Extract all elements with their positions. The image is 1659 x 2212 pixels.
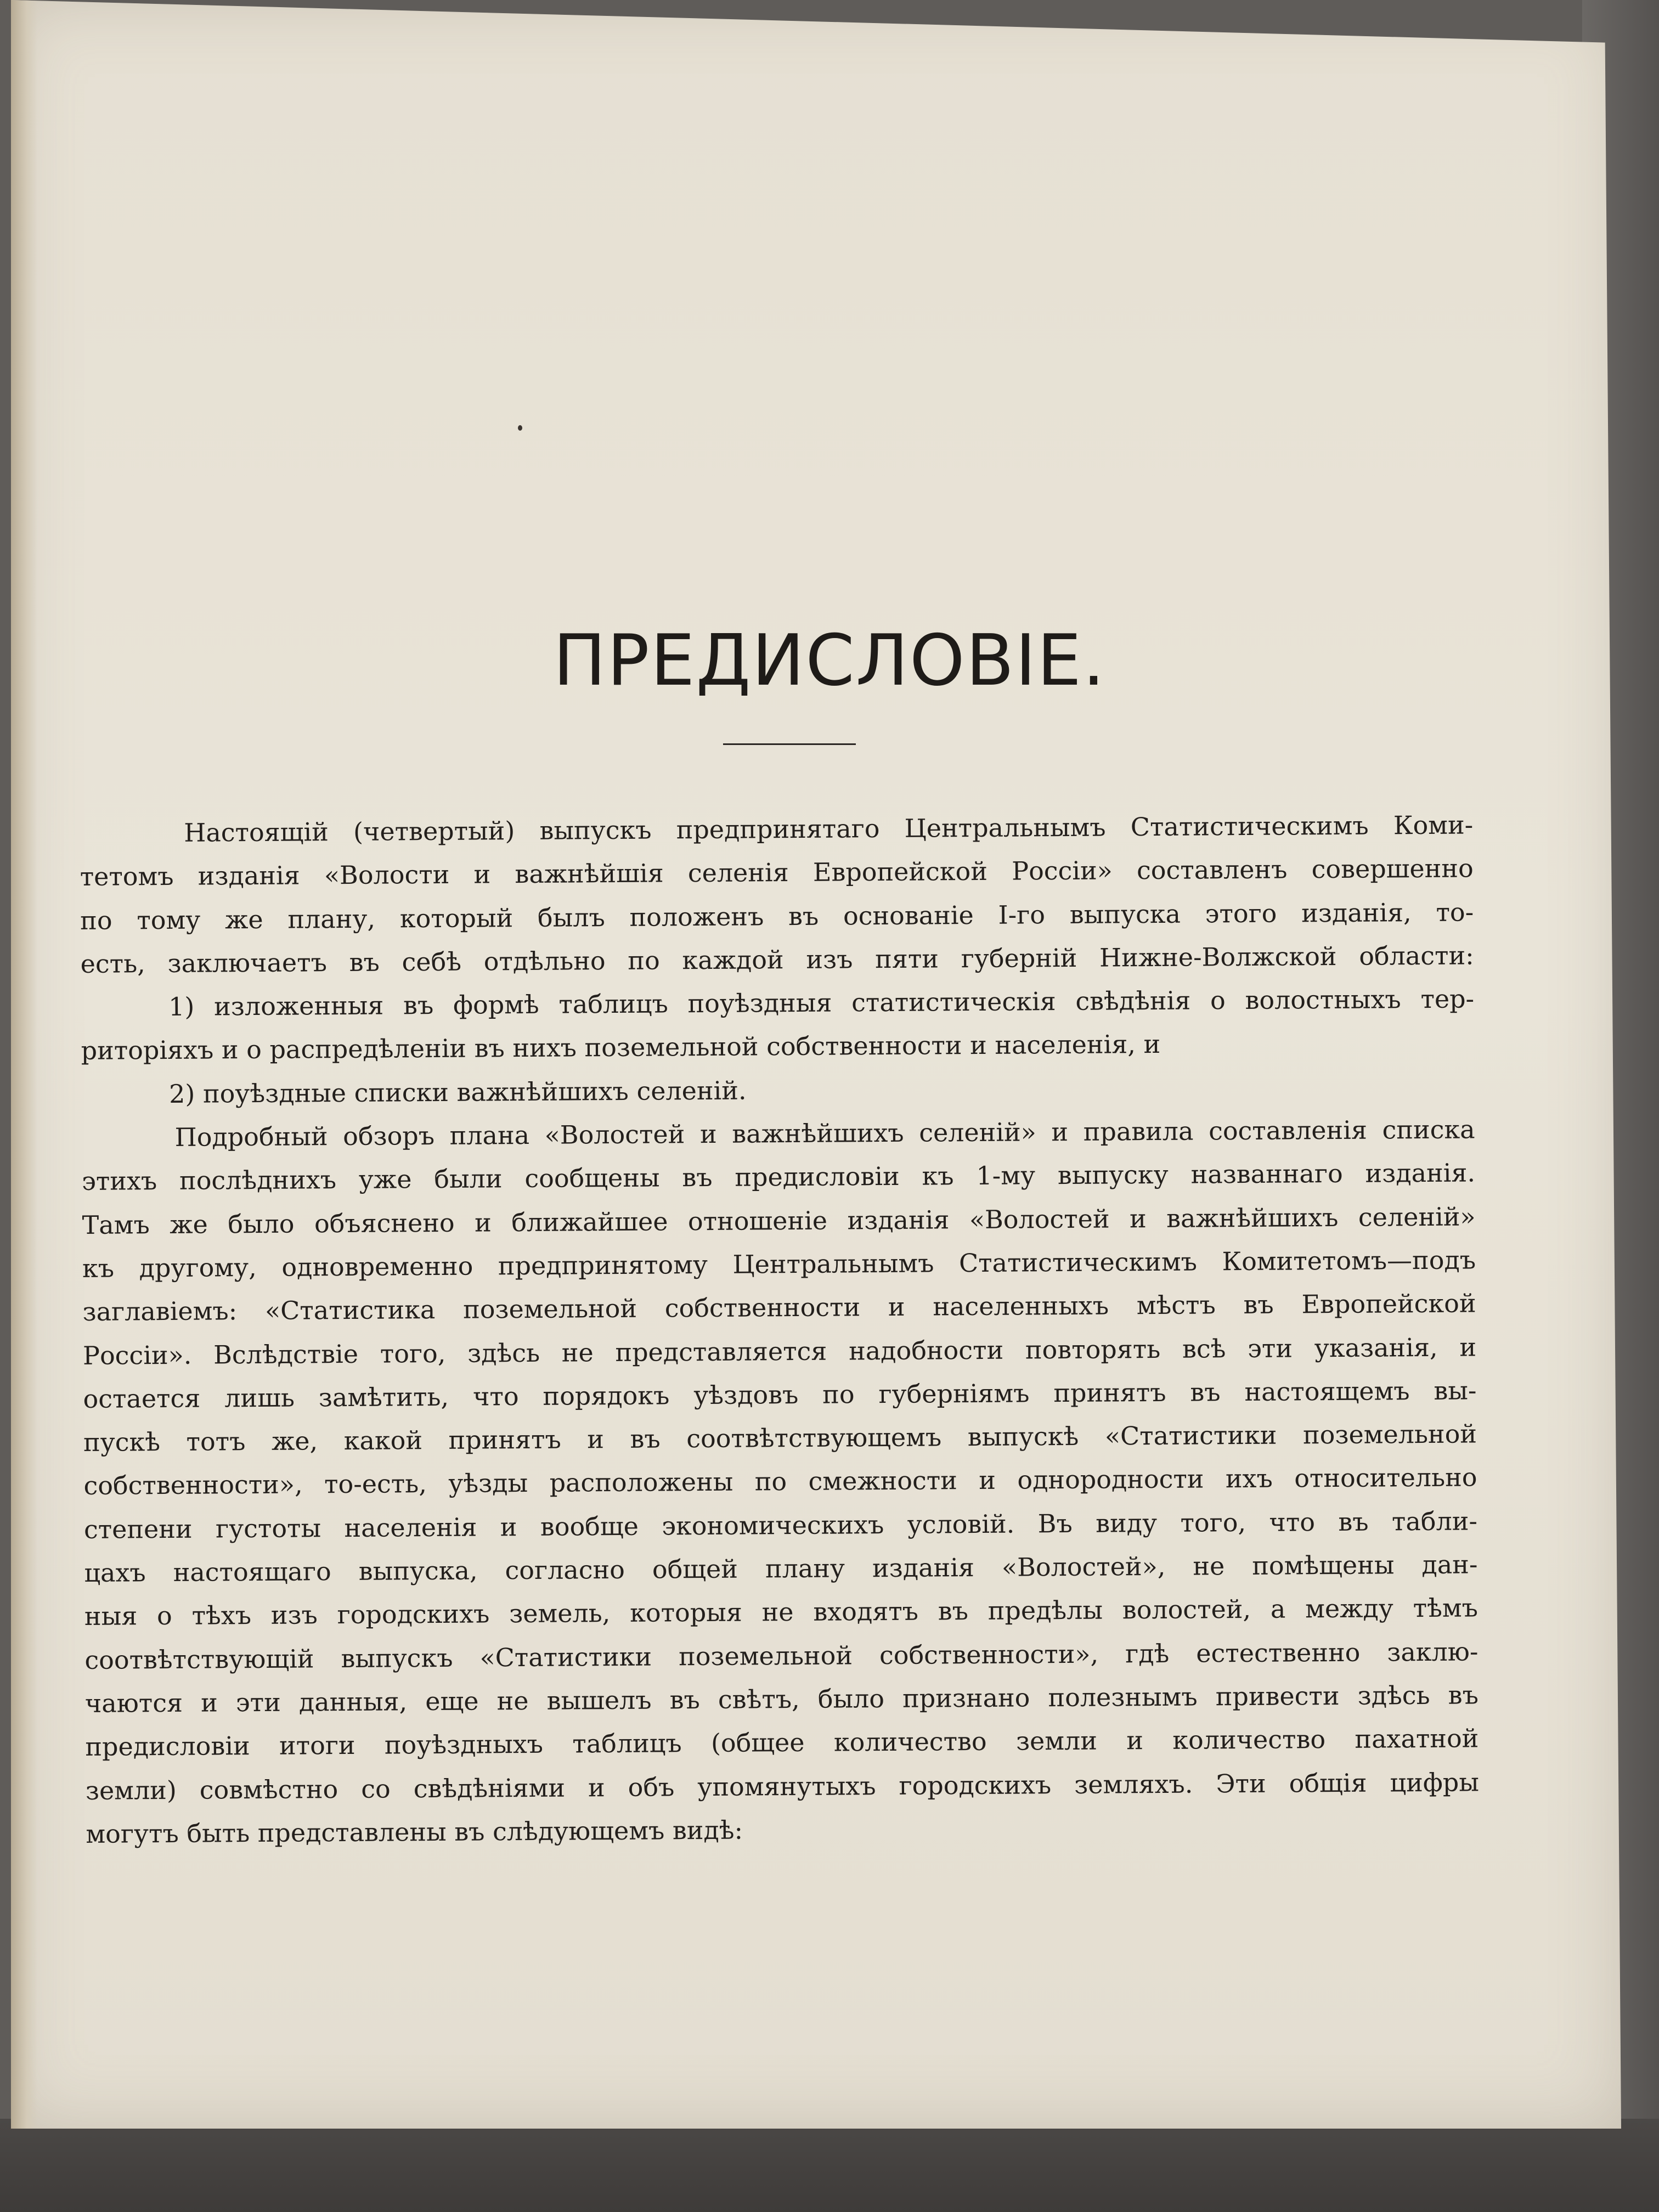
text-line: риторіяхъ и о распредѣленіи въ нихъ поземельной собственности и населенія, и bbox=[81, 1029, 1161, 1066]
text-line: Россіи». Вслѣдствіе того, здѣсь не представляется надобности повторять всѣ эти указанія, и bbox=[82, 1332, 1477, 1370]
text-line: къ другому, одновременно предпринятому Центральнымъ Статистическимъ Комитетомъ—подъ bbox=[82, 1245, 1476, 1283]
text-line: соотвѣтствующій выпускъ «Статистики поземельной собственности», гдѣ естественно заклю- bbox=[84, 1637, 1479, 1675]
text-line: заглавіемъ: «Статистика поземельной собственности и населенныхъ мѣстъ въ Европейской bbox=[82, 1288, 1476, 1327]
page-title: ПРЕДИСЛОВІЕ. bbox=[553, 620, 1106, 702]
text-line: есть, заключаетъ въ себѣ отдѣльно по каждой изъ пяти губерній Нижне-Волжской области: bbox=[80, 940, 1474, 979]
ink-speck bbox=[518, 425, 522, 431]
text-line: Подробный обзоръ плана «Волостей и важнѣйшихъ селеній» и правила составленія списка bbox=[174, 1114, 1475, 1153]
text-line: остается лишь замѣтить, что порядокъ уѣздовъ по губерніямъ принятъ въ настоящемъ вы- bbox=[83, 1375, 1477, 1414]
text-line: степени густоты населенія и вообще экономическихъ условій. Въ виду того, что въ табли- bbox=[83, 1506, 1478, 1544]
text-line: цахъ настоящаго выпуска, согласно общей плану изданія «Волостей», не помѣщены дан- bbox=[84, 1549, 1478, 1588]
text-line: собственности», то-есть, уѣзды расположены по смежности и однородности ихъ относительно bbox=[83, 1462, 1477, 1501]
text-line: пускѣ тотъ же, какой принятъ и въ соотвѣтствующемъ выпускѣ «Статистики поземельной bbox=[83, 1419, 1477, 1458]
text-line: по тому же плану, который былъ положенъ въ основаніе I-го выпуска этого изданія, то- bbox=[80, 897, 1474, 935]
body-text bbox=[80, 803, 1480, 1856]
text-line: Настоящій (четвертый) выпускъ предпринятаго Центральнымъ Статистическимъ Коми- bbox=[184, 810, 1474, 848]
text-line: могутъ быть представлены въ слѣдующемъ видѣ: bbox=[86, 1815, 743, 1849]
text-line: предисловіи итоги поуѣздныхъ таблицъ (общее количество земли и количество пахатной bbox=[85, 1723, 1479, 1762]
text-line: этихъ послѣднихъ уже были сообщены въ предисловіи къ 1-му выпуску названнаго изданія. bbox=[81, 1158, 1476, 1197]
text-line: 2) поуѣздные списки важнѣйшихъ селеній. bbox=[168, 1075, 747, 1109]
text-line: земли) совмѣстно со свѣдѣніями и объ упомянутыхъ городскихъ земляхъ. Эти общія цифры bbox=[85, 1767, 1480, 1805]
text-line: чаются и эти данныя, еще не вышелъ въ свѣтъ, было признано полезнымъ привести здѣсь въ bbox=[84, 1680, 1479, 1718]
title-divider bbox=[723, 743, 856, 745]
text-line: Тамъ же было объяснено и ближайшее отношеніе изданія «Волостей и важнѣйшихъ селеній» bbox=[82, 1201, 1476, 1240]
text-line: ныя о тѣхъ изъ городскихъ земель, которыя не входятъ въ предѣлы волостей, а между тѣмъ bbox=[84, 1593, 1479, 1632]
page-binding-edge bbox=[11, 0, 37, 2129]
text-line: 1) изложенныя въ формѣ таблицъ поуѣздныя статистическія свѣдѣнія о волостныхъ тер- bbox=[168, 984, 1475, 1022]
text-line: тетомъ изданія «Волости и важнѣйшія селенія Европейской Россіи» составленъ совершенно bbox=[80, 853, 1474, 892]
background-bottom bbox=[0, 2119, 1659, 2212]
